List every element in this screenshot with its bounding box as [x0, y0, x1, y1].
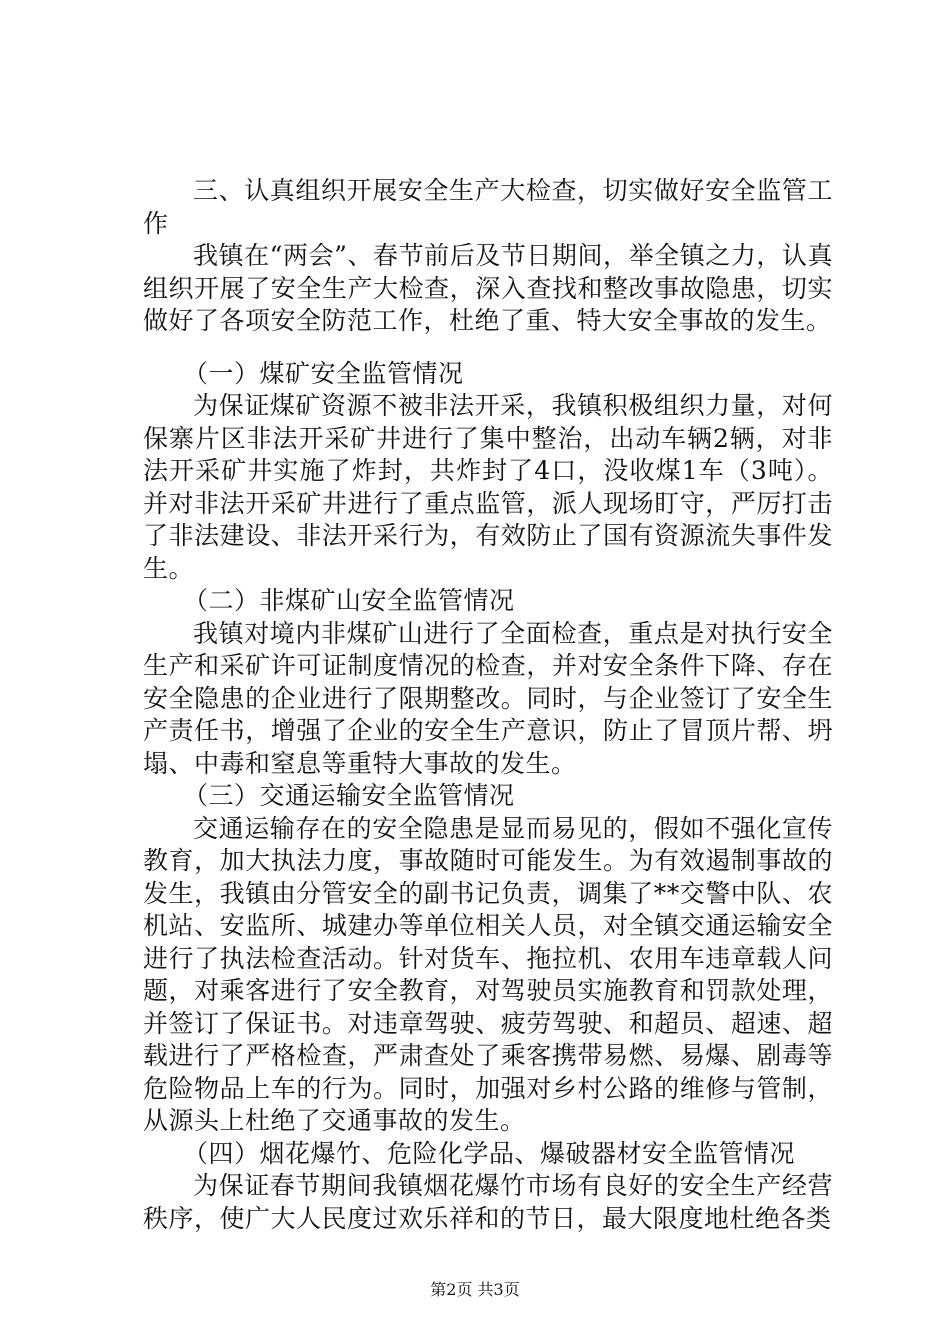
body-paragraph: 我镇对境内非煤矿山进行了全面检查，重点是对执行安全生产和采矿许可证制度情况的检查，并对安全条件下降、存在安全隐患的企业进行了限期整改。同时，与企业签订了安全生产责任书，增强了企业的安全生产意识，防止了冒顶片帮、坍塌、中毒和窒息等重特大事故的发生。 [143, 618, 833, 778]
page-number-footer: 第2页 共3页 [430, 1280, 520, 1299]
subheading: （一）煤矿安全监管情况 [183, 358, 464, 388]
section-title: 三、认真组织开展安全生产大检查，切实做好安全监管工作 [143, 176, 833, 238]
document-body [143, 175, 833, 1235]
body-paragraph: 交通运输存在的安全隐患是显而易见的，假如不强化宣传教育，加大执法力度，事故随时可能发生。为有效遏制事故的发生，我镇由分管安全的副书记负责，调集了**交警中队、农机站、安监所、城建办等单位相关人员，对全镇交通运输安全进行了执法检查活动。针对货车、拖拉机、农用车违章载人问题，对乘客进行了安全教育，对驾驶员实施教育和罚款处理，并签订了保证书。对违章驾驶、疲劳驾驶、和超员、超速、超载进行了严格检查，严肃查处了乘客携带易燃、易爆、剧毒等危险物品上车的行为。同时，加强对乡村公路的维修与管制，从源头上杜绝了交通事故的发生。 [143, 813, 833, 1135]
body-paragraph: 我镇在“两会”、春节前后及节日期间，举全镇之力，认真组织开展了安全生产大检查，深入查找和整改事故隐患，切实做好了各项安全防范工作，杜绝了重、特大安全事故的发生。 [143, 241, 833, 335]
subheading: （四）烟花爆竹、危险化学品、爆破器材安全监管情况 [183, 1138, 796, 1168]
body-paragraph: 为保证春节期间我镇烟花爆竹市场有良好的安全生产经营秩序，使广大人民度过欢乐祥和的节日，最大限度地杜绝各类 [143, 1171, 833, 1233]
subheading: （三）交通运输安全监管情况 [183, 781, 515, 810]
subheading: （二）非煤矿山安全监管情况 [183, 586, 515, 615]
body-paragraph: 为保证煤矿资源不被非法开采，我镇积极组织力量，对何保寨片区非法开采矿井进行了集中整治，出动车辆2辆，对非法开采矿井实施了炸封，共炸封了4口，没收煤1车（3吨）。并对非法开采矿井进行了重点监管，派人现场盯守，严厉打击了非法建设、非法开采行为，有效防止了国有资源流失事件发生。 [143, 391, 833, 583]
